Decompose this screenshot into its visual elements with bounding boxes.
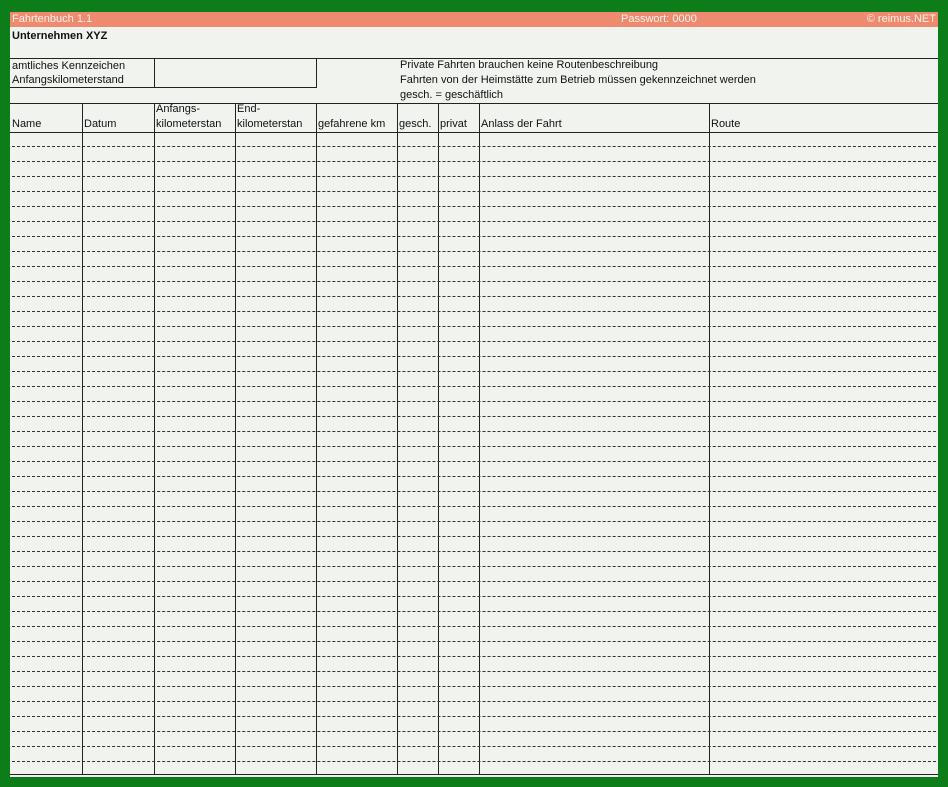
column-header-line2: Route bbox=[711, 118, 741, 130]
column-divider bbox=[438, 103, 439, 775]
table-row[interactable] bbox=[12, 371, 936, 372]
table-row[interactable] bbox=[12, 506, 936, 507]
table-row[interactable] bbox=[12, 596, 936, 597]
title-bar bbox=[10, 12, 938, 27]
table-row[interactable] bbox=[12, 626, 936, 627]
note-line-2: Fahrten von der Heimstätte zum Betrieb müssen gekennzeichnet werden bbox=[400, 74, 756, 86]
column-header-line2: gesch. bbox=[399, 118, 432, 130]
note-line-3: gesch. = geschäftlich bbox=[400, 89, 504, 101]
table-row[interactable] bbox=[12, 701, 936, 702]
table-row[interactable] bbox=[12, 251, 936, 252]
column-divider bbox=[709, 103, 710, 775]
divider bbox=[10, 87, 316, 88]
column-header-line2: privat bbox=[440, 118, 467, 130]
plate-label: amtliches Kennzeichen bbox=[12, 60, 126, 72]
table-row[interactable] bbox=[12, 476, 936, 477]
divider bbox=[10, 132, 938, 133]
table-row[interactable] bbox=[12, 716, 936, 717]
table-row[interactable] bbox=[12, 356, 936, 357]
table-row[interactable] bbox=[12, 686, 936, 687]
column-divider bbox=[316, 103, 317, 775]
divider bbox=[10, 103, 938, 104]
table-row[interactable] bbox=[12, 191, 936, 192]
table-row[interactable] bbox=[12, 491, 936, 492]
column-divider bbox=[82, 103, 83, 775]
table-row[interactable] bbox=[12, 341, 936, 342]
table-row[interactable] bbox=[12, 731, 936, 732]
table-row[interactable] bbox=[12, 311, 936, 312]
table-row[interactable] bbox=[12, 266, 936, 267]
table-row[interactable] bbox=[12, 521, 936, 522]
column-header-line1: Anfangs- bbox=[156, 103, 201, 115]
table-row[interactable] bbox=[12, 176, 936, 177]
table-row[interactable] bbox=[12, 461, 936, 462]
column-divider bbox=[154, 103, 155, 775]
table-row[interactable] bbox=[12, 761, 936, 762]
table-row[interactable] bbox=[12, 746, 936, 747]
table-row[interactable] bbox=[12, 236, 936, 237]
table-row[interactable] bbox=[12, 221, 936, 222]
table-row[interactable] bbox=[12, 386, 936, 387]
company-name: Unternehmen XYZ bbox=[12, 30, 108, 42]
table-row[interactable] bbox=[12, 581, 936, 582]
divider bbox=[10, 774, 938, 775]
column-divider bbox=[397, 103, 398, 775]
table-row[interactable] bbox=[12, 326, 936, 327]
logbook-sheet bbox=[10, 12, 938, 777]
column-header-line2: Anlass der Fahrt bbox=[481, 118, 562, 130]
copyright-label: © reimus.NET bbox=[866, 13, 936, 25]
table-row[interactable] bbox=[12, 656, 936, 657]
column-header-line2: Datum bbox=[84, 118, 117, 130]
table-row[interactable] bbox=[12, 206, 936, 207]
column-divider bbox=[235, 103, 236, 775]
table-row[interactable] bbox=[12, 611, 936, 612]
table-row[interactable] bbox=[12, 431, 936, 432]
divider bbox=[316, 58, 317, 88]
column-header-line1: End- bbox=[237, 103, 261, 115]
table-row[interactable] bbox=[12, 566, 936, 567]
table-row[interactable] bbox=[12, 146, 936, 147]
column-header-line2: gefahrene km bbox=[318, 118, 386, 130]
table-row[interactable] bbox=[12, 416, 936, 417]
column-header-line2: Name bbox=[12, 118, 42, 130]
table-row[interactable] bbox=[12, 161, 936, 162]
table-row[interactable] bbox=[12, 551, 936, 552]
app-title: Fahrtenbuch 1.1 bbox=[12, 13, 93, 25]
table-row[interactable] bbox=[12, 536, 936, 537]
column-divider bbox=[479, 103, 480, 775]
table-row[interactable] bbox=[12, 296, 936, 297]
start-km-label: Anfangskilometerstand bbox=[12, 74, 124, 86]
table-row[interactable] bbox=[12, 641, 936, 642]
divider bbox=[154, 58, 155, 88]
table-row[interactable] bbox=[12, 446, 936, 447]
column-header-line2: kilometerstan bbox=[156, 118, 222, 130]
column-header-line2: kilometerstan bbox=[237, 118, 303, 130]
table-row[interactable] bbox=[12, 671, 936, 672]
table-row[interactable] bbox=[12, 401, 936, 402]
note-line-1: Private Fahrten brauchen keine Routenbeschreibung bbox=[400, 59, 659, 71]
password-label: Passwort: 0000 bbox=[621, 13, 697, 25]
table-row[interactable] bbox=[12, 281, 936, 282]
